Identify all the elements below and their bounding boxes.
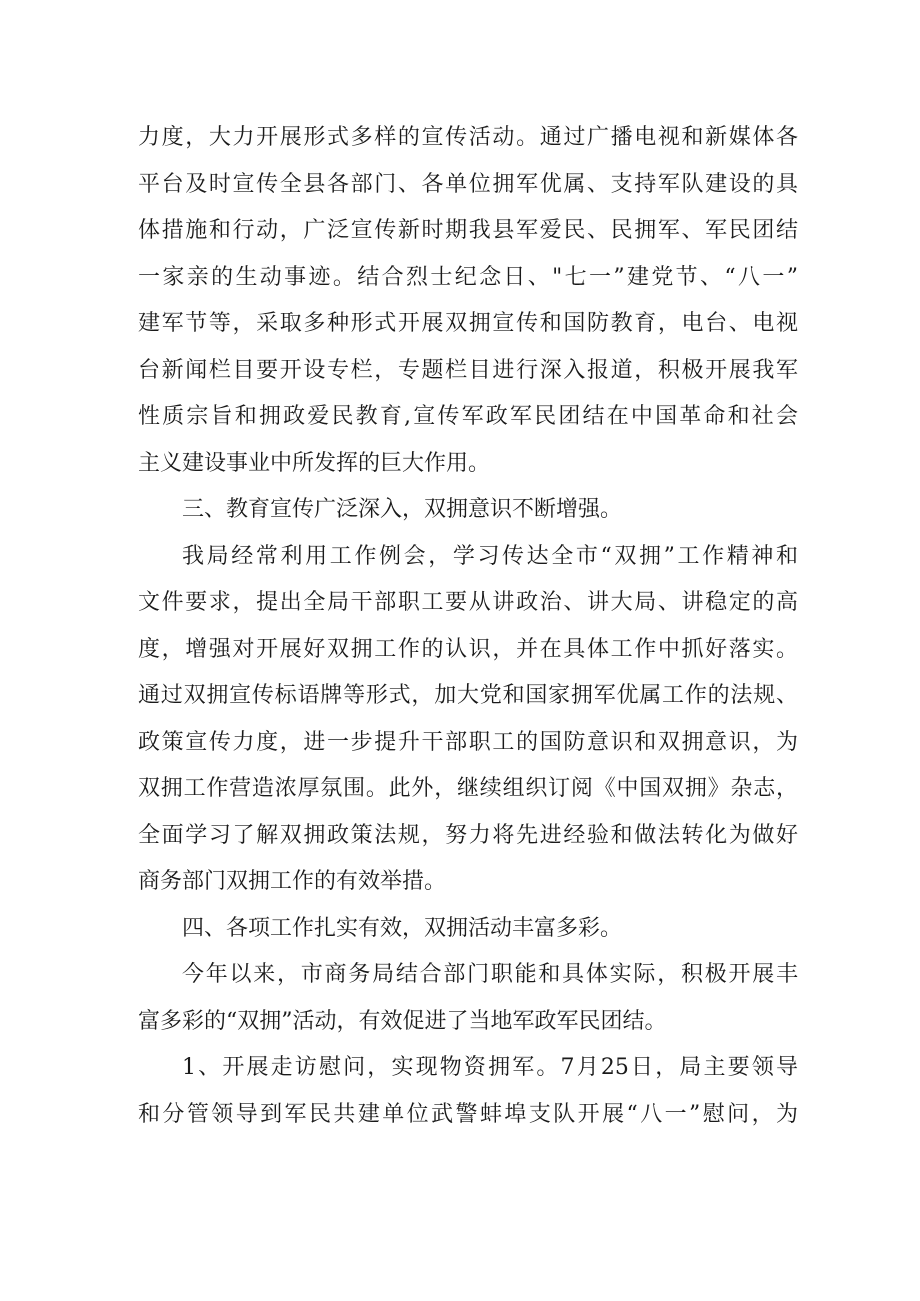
paragraph-line: 建军节等，采取多种形式开展双拥宣传和国防教育，电台、电视 (138, 311, 798, 336)
document-body (138, 115, 798, 1138)
paragraph-line: 富多彩的“双拥”活动，有效促进了当地军政军民团结。 (138, 1008, 667, 1034)
paragraph-line: 文件要求，提出全局干部职工要从讲政治、讲大局、讲稳定的高 (138, 590, 798, 615)
paragraph-line: 政策宣传力度，进一步提升干部职工的国防意识和双拥意识，为 (138, 729, 798, 755)
paragraph-line: 商务部门双拥工作的有效举措。 (138, 869, 447, 894)
paragraph-line: 力度，大力开展形式多样的宣传活动。通过广播电视和新媒体各 (138, 125, 798, 150)
paragraph-line: 今年以来，市商务局结合部门职能和具体实际，积极开展丰 (182, 962, 798, 987)
paragraph-line: 一家亲的生动事迹。结合烈士纪念日、"七一”建党节、“八一” (138, 264, 798, 290)
paragraph-line: 和分管领导到军民共建单位武警蚌埠支队开展“八一”慰问，为 (138, 1101, 798, 1127)
paragraph-line: 性质宗旨和拥政爱民教育,宣传军政军民团结在中国革命和社会 (138, 404, 798, 429)
paragraph-line: 平台及时宣传全县各部门、各单位拥军优属、支持军队建设的具 (138, 171, 798, 197)
paragraph-line: 我局经常利用工作例会，学习传达全市“双拥”工作精神和 (182, 543, 798, 569)
paragraph-line: 全面学习了解双拥政策法规，努力将先进经验和做法转化为做好 (138, 822, 798, 848)
paragraph-line: 通过双拥宣传标语牌等形式，加大党和国家拥军优属工作的法规、 (138, 683, 798, 708)
paragraph-line: 台新闻栏目要开设专栏，专题栏目进行深入报道，积极开展我军 (138, 357, 798, 383)
paragraph-line: 体措施和行动，广泛宣传新时期我县军爱民、民拥军、军民团结 (138, 218, 798, 243)
paragraph-line: 1、开展走访慰问，实现物资拥军。7月25日，局主要领导 (182, 1055, 798, 1080)
paragraph-line: 度，增强对开展好双拥工作的认识，并在具体工作中抓好落实。 (138, 636, 798, 662)
paragraph-line: 双拥工作营造浓厚氛围。此外，继续组织订阅《中国双拥》杂志， (138, 776, 798, 801)
paragraph-line: 主义建设事业中所发挥的巨大作用。 (138, 450, 491, 476)
section-heading-four: 四、各项工作扎实有效，双拥活动丰富多彩。 (182, 915, 623, 941)
section-heading-three: 三、教育宣传广泛深入，双拥意识不断增强。 (182, 497, 623, 522)
